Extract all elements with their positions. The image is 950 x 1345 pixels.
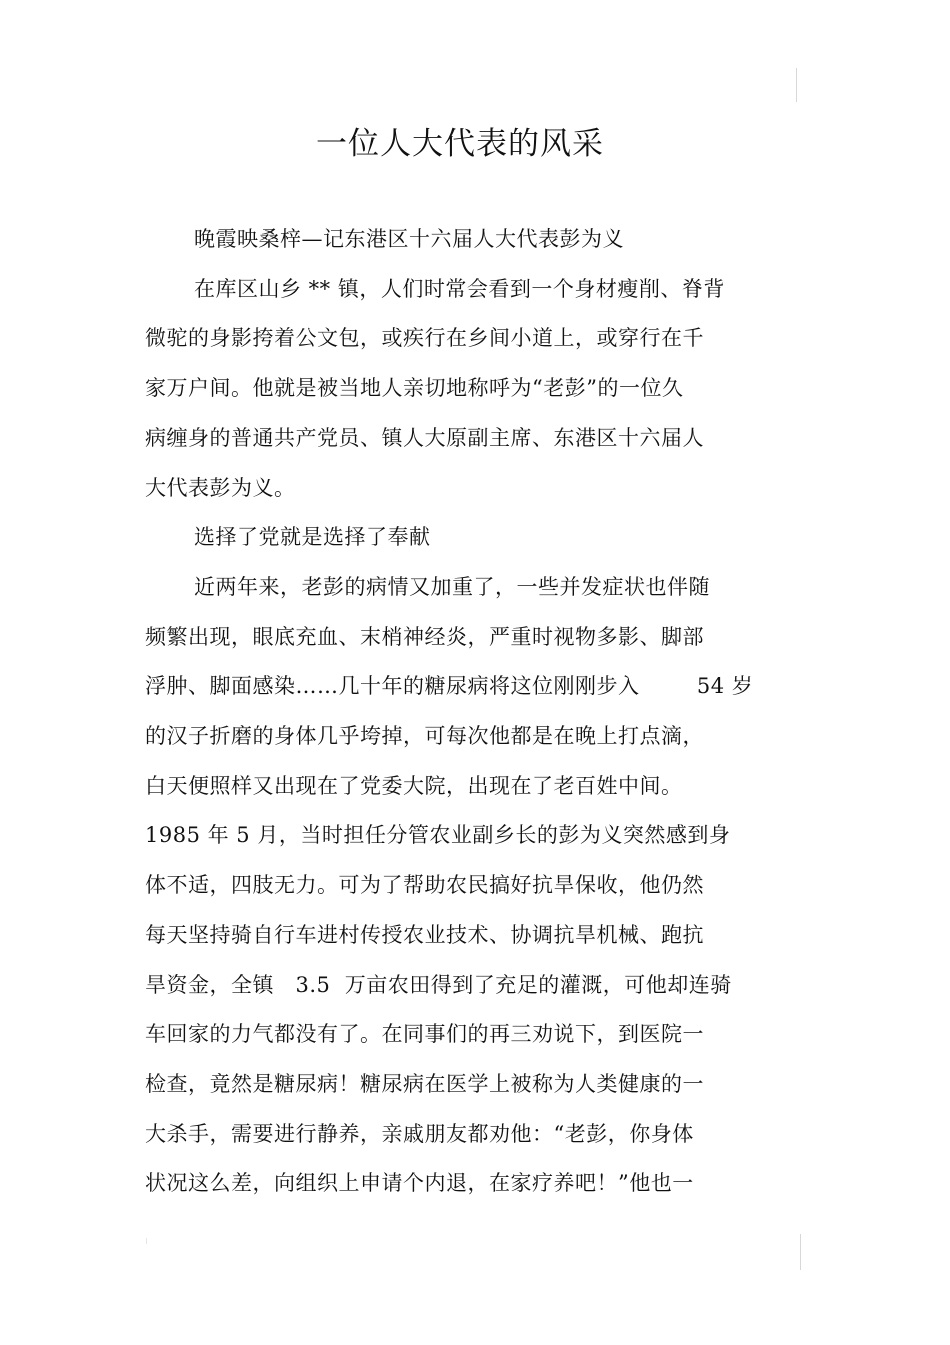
body-line: 白天便照样又出现在了党委大院，出现在了老百姓中间。: [145, 774, 683, 798]
body-line: 每天坚持骑自行车进村传授农业技术、协调抗旱机械、跑抗: [145, 923, 704, 947]
body-line: 病缠身的普通共产党员、镇人大原副主席、东港区十六届人: [145, 426, 704, 450]
body-line: 检查，竟然是糖尿病！糖尿病在医学上被称为人类健康的一: [145, 1072, 704, 1096]
crop-mark-top-right: [796, 68, 797, 102]
body-line: 大杀手，需要进行静养，亲戚朋友都劝他：“老彭，你身体: [145, 1122, 694, 1146]
body-line: 旱资金，全镇 3.5 万亩农田得到了充足的灌溉，可他却连骑: [145, 973, 732, 997]
body-line: 车回家的力气都没有了。在同事们的再三劝说下，到医院一: [145, 1022, 704, 1046]
body-line: 近两年来，老彭的病情又加重了，一些并发症状也伴随: [194, 575, 710, 599]
body-line: 的汉子折磨的身体几乎垮掉，可每次他都是在晚上打点滴，: [145, 724, 704, 748]
body-line: 微驼的身影挎着公文包，或疾行在乡间小道上，或穿行在千: [145, 326, 704, 350]
body-line: 浮肿、脚面感染……几十年的糖尿病将这位刚刚步入 54 岁: [145, 674, 754, 698]
body-line: 在库区山乡 ** 镇，人们时常会看到一个身材瘦削、脊背: [194, 277, 725, 301]
body-line: 家万户间。他就是被当地人亲切地称呼为“老彭”的一位久: [145, 376, 684, 400]
body-line: 选择了党就是选择了奉献: [194, 525, 431, 549]
body-line: 大代表彭为义。: [145, 476, 296, 500]
body-line: 状况这么差，向组织上申请个内退，在家疗养吧！”他也一: [145, 1171, 694, 1195]
body-line: 频繁出现，眼底充血、末梢神经炎，严重时视物多影、脚部: [145, 625, 704, 649]
body-line: 晚霞映桑梓—记东港区十六届人大代表彭为义: [194, 227, 624, 251]
document-title: 一位人大代表的风采: [316, 126, 604, 162]
body-line: 体不适，四肢无力。可为了帮助农民搞好抗旱保收，他仍然: [145, 873, 704, 897]
body-line: 1985 年 5 月，当时担任分管农业副乡长的彭为义突然感到身: [145, 823, 731, 847]
crop-mark-bottom-left: [146, 1238, 147, 1244]
crop-mark-bottom-right: [800, 1234, 801, 1270]
